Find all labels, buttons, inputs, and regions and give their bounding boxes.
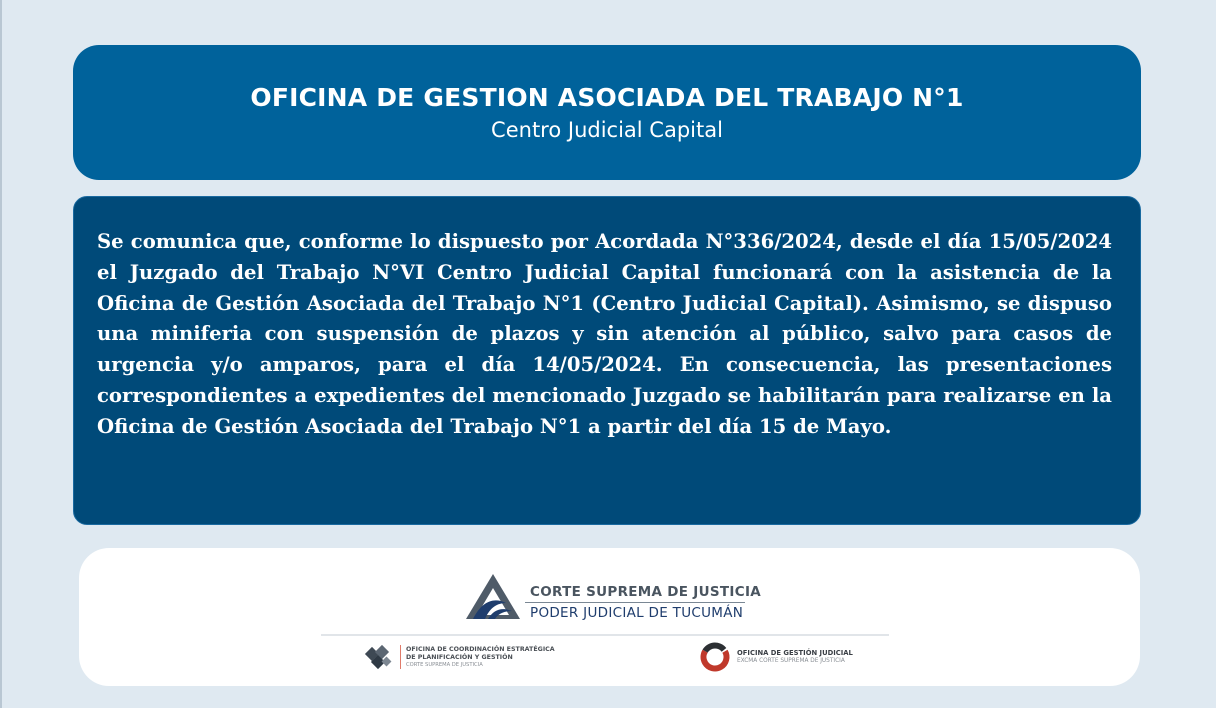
office-subtitle: Centro Judicial Capital [491, 118, 723, 142]
footer-divider [321, 634, 889, 636]
coordination-emblem-icon [363, 643, 393, 671]
judicial-office-subtitle: EXCMA CORTE SUPREMA DE JUSTICIA [737, 658, 845, 664]
csj-underline [525, 602, 745, 603]
csj-title: CORTE SUPREMA DE JUSTICIA [530, 584, 762, 600]
ring-emblem-icon [699, 641, 731, 673]
notice-panel [73, 196, 1141, 525]
csj-subtitle: PODER JUDICIAL DE TUCUMÁN [530, 605, 744, 621]
coordination-line2: DE PLANIFICACIÓN Y GESTIÓN [406, 654, 513, 661]
page-edge [0, 0, 2, 708]
footer-logos [79, 548, 1140, 686]
office-title: OFICINA DE GESTION ASOCIADA DEL TRABAJO N°1 [250, 83, 964, 112]
csj-emblem-icon [464, 573, 522, 621]
header-banner [73, 45, 1141, 180]
coordination-line3: CORTE SUPREMA DE JUSTICIA [406, 662, 483, 668]
judicial-office-title: OFICINA DE GESTIÓN JUDICIAL [737, 649, 853, 657]
coordination-line1: OFICINA DE COORDINACIÓN ESTRATÉGICA [406, 646, 555, 653]
coordination-separator [400, 645, 401, 669]
notice-text: Se comunica que, conforme lo dispuesto por Acordada N°336/2024, desde el día 15/05/2024 el Juzgado del Trabajo N°VI Centro Judicial Capital funcionará con la asistencia de la Oficina de Gestión Asociada del Trabajo N°1 (Centro Judicial Capital). Asimismo, se dispuso una miniferia con suspensión de plazos y sin atención al público, salvo para casos de urgencia y/o amparos, para el día 14/05/2024. En consecuencia, las presentaciones correspondientes a expedientes del mencionado Juzgado se habilitarán para realizarse en la Oficina de Gestión Asociada del Trabajo N°1 a partir del día 15 de Mayo. [97, 230, 1112, 438]
